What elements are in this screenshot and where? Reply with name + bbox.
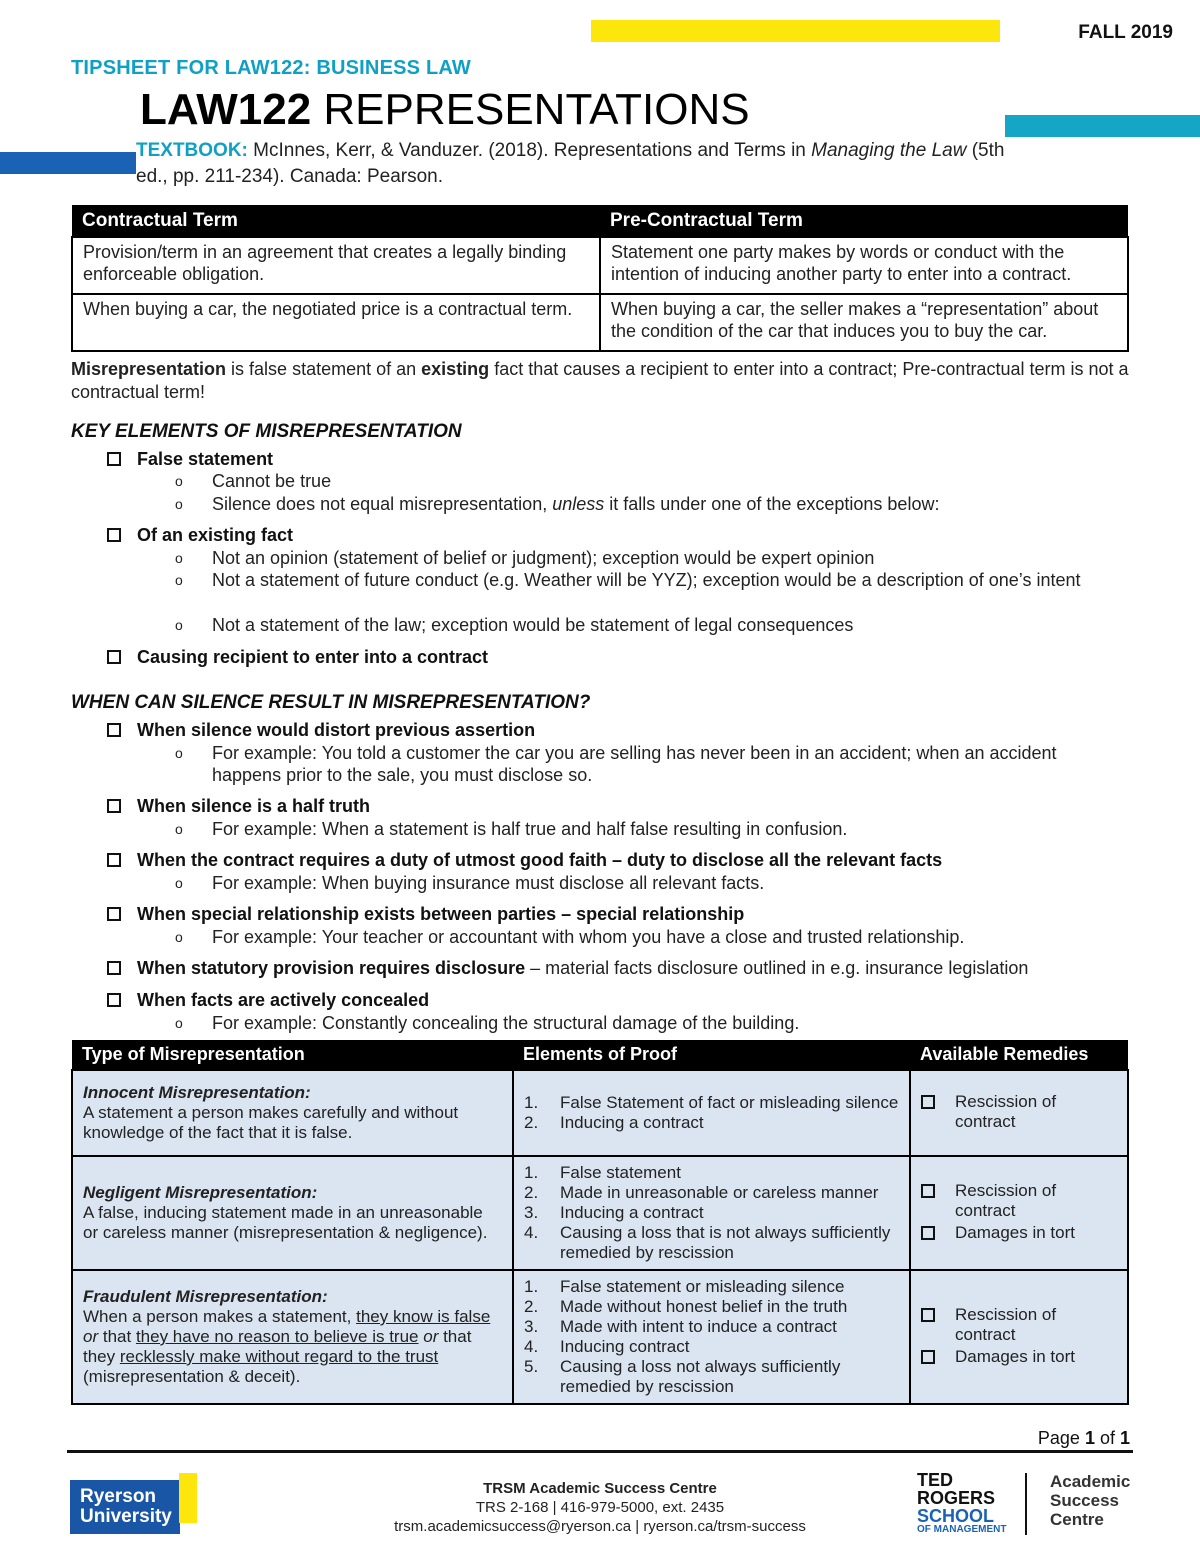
table-row xyxy=(72,294,1128,351)
list-item: 1. False Statement of fact or misleading silence xyxy=(524,1093,899,1112)
remedy-item: Rescission of contract xyxy=(921,1181,1117,1221)
list-item: 4. Inducing contract xyxy=(524,1337,690,1356)
teal-accent-bar xyxy=(1005,115,1200,137)
remedy-item: Damages in tort xyxy=(921,1223,1117,1243)
silence-heading: WHEN CAN SILENCE RESULT IN MISREPRESENTATION? xyxy=(71,692,591,713)
bullet-icon: o xyxy=(175,617,183,633)
checklist-item: When special relationship exists between parties – special relationship xyxy=(107,903,744,925)
checklist-item: False statement xyxy=(107,448,273,470)
bullet-icon: o xyxy=(175,745,183,761)
list-item: 2. Made in unreasonable or careless manner xyxy=(524,1183,879,1202)
remedy-item: Damages in tort xyxy=(921,1347,1117,1367)
remedy-item: Rescission of contract xyxy=(921,1305,1117,1345)
table-cell: Statement one party makes by words or conduct with the intention of inducing another party to enter into a contract. xyxy=(600,237,1128,294)
checkbox-icon xyxy=(107,993,121,1007)
checkbox-icon xyxy=(107,853,121,867)
col-header-type: Type of Misrepresentation xyxy=(72,1040,513,1070)
col-header-contractual: Contractual Term xyxy=(72,205,600,237)
terms-table xyxy=(71,205,1129,352)
checklist-item: When statutory provision requires disclosure – material facts disclosure outlined in e.g. insurance legislation xyxy=(107,957,1028,979)
list-item: 2. Inducing a contract xyxy=(524,1113,704,1132)
academic-success-logo: Academic Success Centre xyxy=(1050,1472,1131,1529)
proof-cell xyxy=(513,1270,910,1404)
remedy-item: Rescission of contract xyxy=(921,1092,1117,1132)
remedies-cell xyxy=(910,1270,1128,1404)
checklist-item: When silence would distort previous assertion xyxy=(107,719,535,741)
checkbox-icon xyxy=(107,961,121,975)
remedies-cell xyxy=(910,1156,1128,1270)
bullet-icon: o xyxy=(175,875,183,891)
blue-accent-bar xyxy=(0,152,136,174)
footer-contact xyxy=(300,1479,900,1536)
term-label: FALL 2019 xyxy=(1078,22,1173,43)
type-cell-innocent: Innocent Misrepresentation: A statement a person makes carefully and without knowledge of the fact that it is false. xyxy=(72,1070,513,1156)
list-item: 1. False statement xyxy=(524,1163,681,1182)
list-item: 5. Causing a loss not always sufficiently remedied by rescission xyxy=(524,1357,841,1396)
ryerson-logo-accent xyxy=(179,1473,197,1523)
checkbox-icon xyxy=(107,723,121,737)
list-item: 3. Made with intent to induce a contract xyxy=(524,1317,837,1336)
checkbox-icon xyxy=(921,1350,935,1364)
table-row xyxy=(72,1070,1128,1156)
list-item: 4. Causing a loss that is not always sufficiently remedied by rescission xyxy=(524,1223,891,1262)
col-header-proof: Elements of Proof xyxy=(513,1040,910,1070)
checkbox-icon xyxy=(107,650,121,664)
bullet-icon: o xyxy=(175,929,183,945)
col-header-precontractual: Pre-Contractual Term xyxy=(600,205,1128,237)
footer-centre-name: TRSM Academic Success Centre xyxy=(483,1480,717,1497)
checkbox-icon xyxy=(107,799,121,813)
page-number: Page 1 of 1 xyxy=(1037,1428,1130,1448)
list-item: 1. False statement or misleading silence xyxy=(524,1277,845,1296)
checklist-item: Of an existing fact xyxy=(107,524,293,546)
checkbox-icon xyxy=(921,1308,935,1322)
ted-rogers-logo: TED ROGERS SCHOOL OF MANAGEMENT xyxy=(917,1470,1007,1535)
checklist-item: When silence is a half truth xyxy=(107,795,370,817)
table-row xyxy=(72,237,1128,294)
checklist-item: When facts are actively concealed xyxy=(107,989,429,1011)
list-item: 3. Inducing a contract xyxy=(524,1203,704,1222)
bullet-icon: o xyxy=(175,550,183,566)
misrepresentation-types-table xyxy=(71,1040,1129,1405)
textbook-citation: TEXTBOOK: McInnes, Kerr, & Vanduzer. (2018). Representations and Terms in Managing the Law (5th ed., pp. 211-234). Canada: Pearson. xyxy=(136,140,1005,187)
type-cell-negligent: Negligent Misrepresentation: A false, inducing statement made in an unreasonable or careless manner (misrepresentation & negligence). xyxy=(72,1156,513,1270)
footer-address: TRS 2-168 | 416-979-5000, ext. 2435 xyxy=(475,1499,725,1516)
tipsheet-label: TIPSHEET FOR LAW122: BUSINESS LAW xyxy=(71,57,471,79)
checklist-item: Causing recipient to enter into a contract xyxy=(107,646,488,668)
ryerson-logo: Ryerson University xyxy=(70,1480,180,1534)
checkbox-icon xyxy=(921,1184,935,1198)
bullet-icon: o xyxy=(175,1015,183,1031)
logo-divider xyxy=(1025,1473,1027,1535)
table-row xyxy=(72,1270,1128,1404)
table-row xyxy=(72,1156,1128,1270)
misrepresentation-definition: Misrepresentation is false statement of an existing fact that causes a recipient to enter into a contract; Pre-contractual term is not a contractual term! xyxy=(71,359,1129,402)
yellow-accent-bar xyxy=(591,20,1000,42)
proof-cell xyxy=(513,1070,910,1156)
table-cell: When buying a car, the negotiated price is a contractual term. xyxy=(72,294,600,351)
checkbox-icon xyxy=(107,907,121,921)
checkbox-icon xyxy=(921,1095,935,1109)
checkbox-icon xyxy=(107,452,121,466)
bullet-icon: o xyxy=(175,473,183,489)
page-title: LAW122 REPRESENTATIONS xyxy=(140,85,750,134)
type-cell-fraudulent: Fraudulent Misrepresentation: When a person makes a statement, they know is false or that they have no reason to believe is true or that they recklessly make without regard to the trust (misrepresentation & deceit). xyxy=(72,1270,513,1404)
footer-links: trsm.academicsuccess@ryerson.ca | ryerson.ca/trsm-success xyxy=(394,1518,806,1535)
bullet-icon: o xyxy=(175,821,183,837)
footer-divider xyxy=(67,1450,1133,1453)
bullet-icon: o xyxy=(175,496,183,512)
checkbox-icon xyxy=(921,1226,935,1240)
remedies-cell xyxy=(910,1070,1128,1156)
table-cell: When buying a car, the seller makes a “representation” about the condition of the car that induces you to buy the car. xyxy=(600,294,1128,351)
key-elements-heading: KEY ELEMENTS OF MISREPRESENTATION xyxy=(71,421,462,442)
bullet-icon: o xyxy=(175,572,183,588)
proof-cell xyxy=(513,1156,910,1270)
list-item: 2. Made without honest belief in the truth xyxy=(524,1297,848,1316)
checkbox-icon xyxy=(107,528,121,542)
col-header-remedies: Available Remedies xyxy=(910,1040,1128,1070)
table-cell: Provision/term in an agreement that creates a legally binding enforceable obligation. xyxy=(72,237,600,294)
checklist-item: When the contract requires a duty of utmost good faith – duty to disclose all the relevant facts xyxy=(107,849,942,871)
